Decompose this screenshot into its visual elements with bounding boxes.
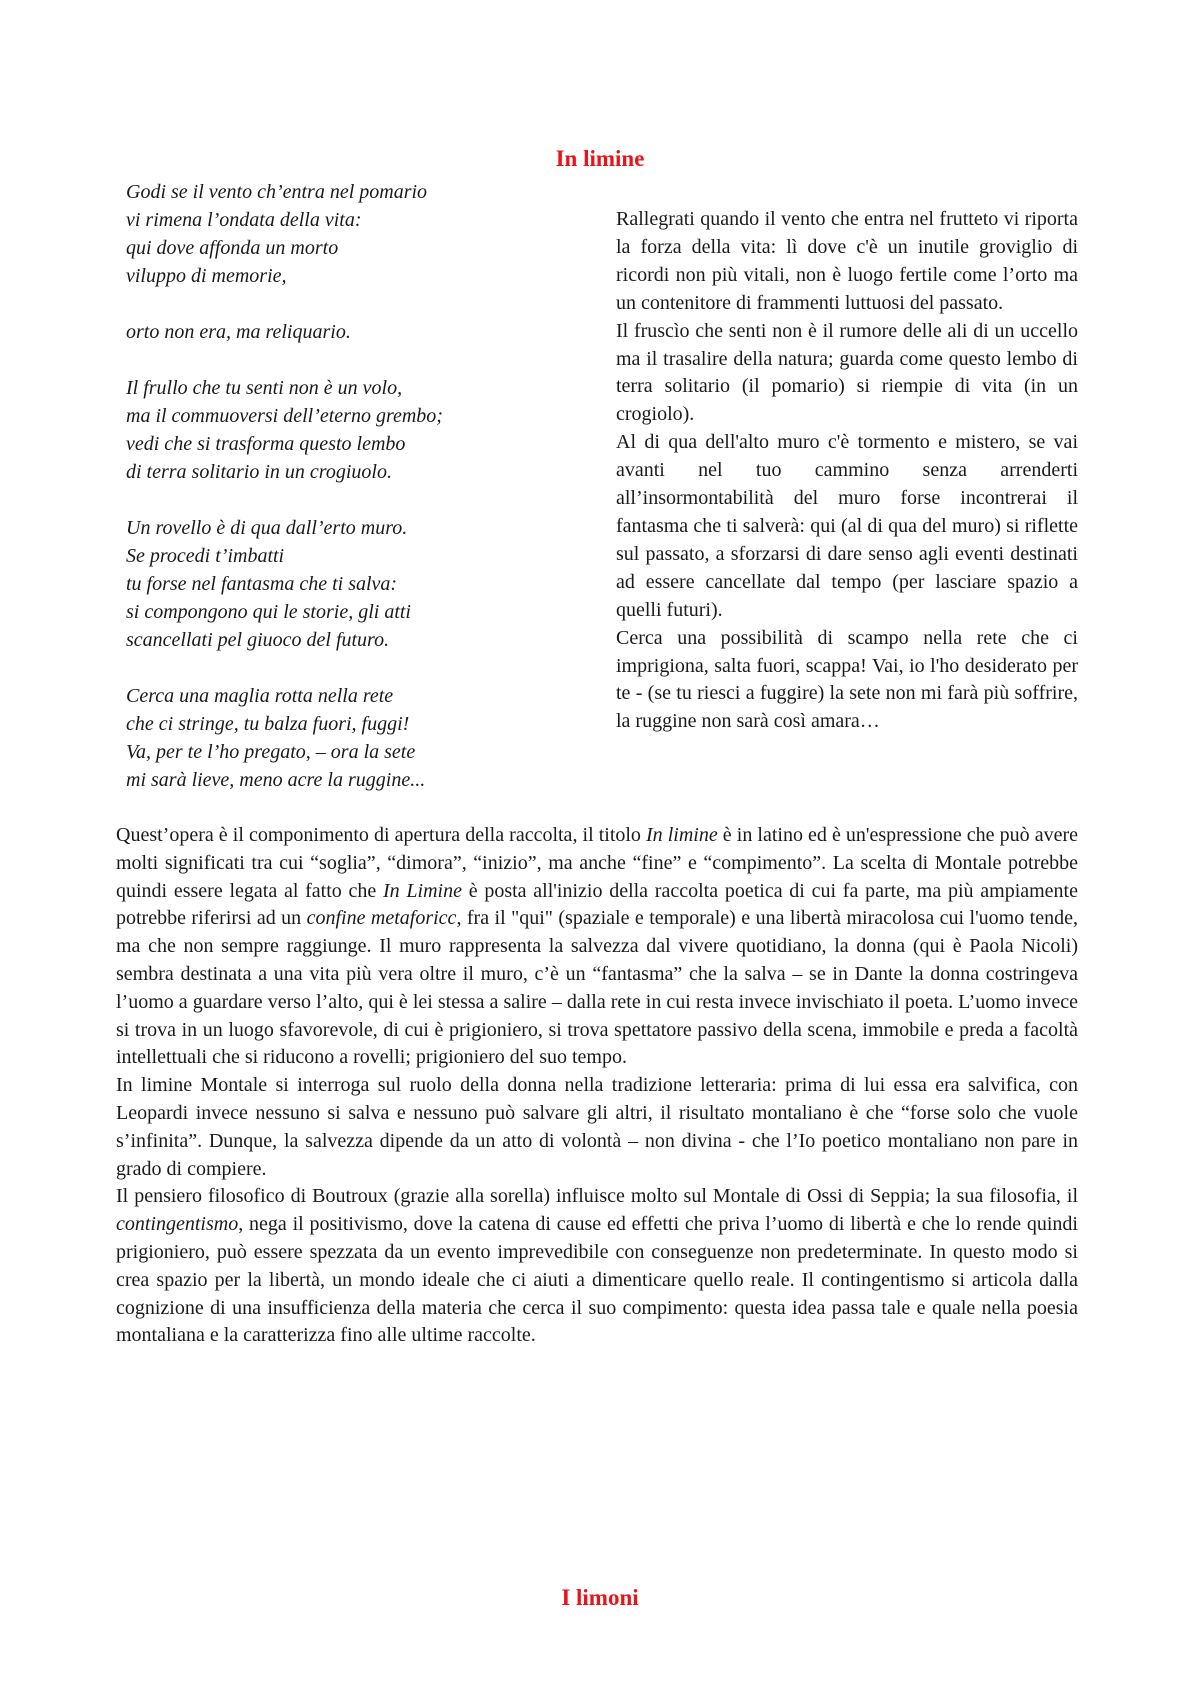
text-run: Quest’opera è il componimento di apertura della raccolta, il titolo (116, 824, 646, 846)
paraphrase-paragraph: Al di qua dell'alto muro c'è tormento e mistero, se vai avanti nel tuo cammino senza arrenderti all’insormontabilità del muro forse incontrerai il fantasma che ti salverà: qui (al di qua del muro) si riflette sul passato, a sforzarsi di dare senso agli eventi destinati ad essere cancellate dal tempo (per lasciare spazio a quelli futuri). (616, 431, 1078, 621)
poem-line: mi sarà lieve, meno acre la ruggine... (126, 769, 426, 791)
poem-stanza (126, 682, 556, 794)
commentary-paragraph (116, 1183, 1078, 1350)
section-title-in-limine: In limine (555, 146, 645, 171)
text-run: è in latino ed è un'espressione che può avere molti significati tra cui “soglia”, “dimora”, “inizio”, ma anche “fine” e “compimento”. La scelta di Montale potrebbe quindi essere legata al fatto che (116, 824, 1078, 902)
poem-line: tu forse nel fantasma che ti salva: (126, 573, 398, 595)
poem-text (126, 178, 556, 822)
poem-line: Se procedi t’imbatti (126, 545, 285, 567)
poem-line: Godi se il vento ch’entra nel pomario (126, 181, 428, 203)
poem-line: Il frullo che tu senti non è un volo, (126, 377, 403, 399)
paraphrase-text (616, 206, 1078, 736)
paraphrase-paragraph: Il fruscìo che senti non è il rumore delle ali di un uccello ma il trasalire della natura; guarda come questo lembo di terra solitario (il pomario) si riempie di vita (in un crogiolo). (616, 319, 1078, 426)
poem-line: viluppo di memorie, (126, 265, 287, 287)
poem-line: Cerca una maglia rotta nella rete (126, 685, 394, 707)
paraphrase-paragraph: Cerca una possibilità di scampo nella rete che ci imprigiona, salta fuori, scappa! Vai, io l'ho desiderato per te - (se tu riesci a fuggire) la sete non mi farà più soffrire, la ruggine non sarà così amara… (616, 626, 1078, 733)
poem-line: si compongono qui le storie, gli atti (126, 601, 411, 623)
text-run: , nega il positivismo, dove la catena di cause ed effetti che priva l’uomo di libertà e che lo rende quindi prigioniero, può essere spezzata da un evento imprevedibile con conseguenze non predeterminate. In questo modo si crea spazio per la libertà, un mondo ideale che ci aiuti a dimenticare quello reale. Il contingentismo si articola dalla cognizione di una insufficienza della materia che cerca il suo compimento: questa idea passa tale e quale nella poesia montaliana e la caratterizza fino alle ultime raccolte. (116, 1213, 1078, 1347)
paraphrase-paragraph: Rallegrati quando il vento che entra nel frutteto vi riporta la forza della vita: lì dove c'è un inutile groviglio di ricordi non più vitali, non è luogo fertile come l’orto ma un contenitore di frammenti luttuosi del passato. (616, 208, 1078, 314)
commentary-paragraph: In limine Montale si interroga sul ruolo della donna nella tradizione letteraria: prima di lui essa era salvifica, con Leopardi invece nessuno si salva e nessuno può salvare gli altri, il risultato montaliano è che “forse solo che vuole s’infinita”. Dunque, la salvezza dipende da un atto di volontà – non divina - che l’Io poetico montaliano non pare in grado di compiere. (116, 1074, 1078, 1180)
poem-stanza (126, 374, 556, 486)
italic-run: In limine (646, 824, 718, 846)
italic-run: confine metaforicc (306, 907, 457, 930)
poem-line: di terra solitario in un crogiuolo. (126, 461, 392, 483)
poem-line: vedi che si trasforma questo lembo (126, 433, 406, 455)
text-run: Il pensiero filosofico di Boutroux (grazie alla sorella) influisce molto sul Montale di Ossi di Seppia; la sua filosofia, il (116, 1185, 1078, 1208)
poem-line: scancellati pel giuoco del futuro. (126, 629, 390, 651)
poem-line: che ci stringe, tu balza fuori, fuggi! (126, 713, 410, 735)
section-title-i-limoni: I limoni (561, 1585, 639, 1610)
commentary-text (116, 822, 1078, 1350)
poem-line: Va, per te l’ho pregato, – ora la sete (126, 741, 416, 763)
poem-stanza (126, 514, 556, 654)
text-run: , fra il "qui" (spaziale e temporale) e una libertà miracolosa cui l'uomo tende, ma che non sempre raggiunge. Il muro rappresenta la salvezza dal vivere quotidiano, la donna (qui è Paola Nicoli) sembra destinata a una vita più vera oltre il muro, c’è un “fantasma” che la salva – se in Dante la donna costringeva l’uomo a guardare verso l’alto, qui è lei stessa a salire – dalla rete in cui resta invece invischiato il poeta. L’uomo invece si trova in un luogo sfavorevole, di cui è prigioniero, si trova spettatore passivo della scena, immobile e preda a facoltà intellettuali che si riducono a rovelli; prigioniero del suo tempo. (116, 907, 1078, 1069)
poem-line: qui dove affonda un morto (126, 237, 339, 259)
italic-run: contingentismo (116, 1213, 239, 1236)
commentary-paragraph (116, 822, 1078, 1072)
poem-stanza (126, 318, 556, 346)
italic-run: In Limine (383, 879, 462, 902)
poem-line: ma il commuoversi dell’eterno grembo; (126, 405, 443, 427)
poem-line: vi rimena l’ondata della vita: (126, 209, 362, 231)
poem-stanza (126, 178, 556, 290)
poem-line: orto non era, ma reliquario. (126, 321, 351, 343)
poem-line: Un rovello è di qua dall’erto muro. (126, 517, 408, 539)
text-run: è posta all'inizio della raccolta poetica di cui fa parte, ma più ampiamente potrebbe riferirsi ad un (116, 879, 1078, 930)
